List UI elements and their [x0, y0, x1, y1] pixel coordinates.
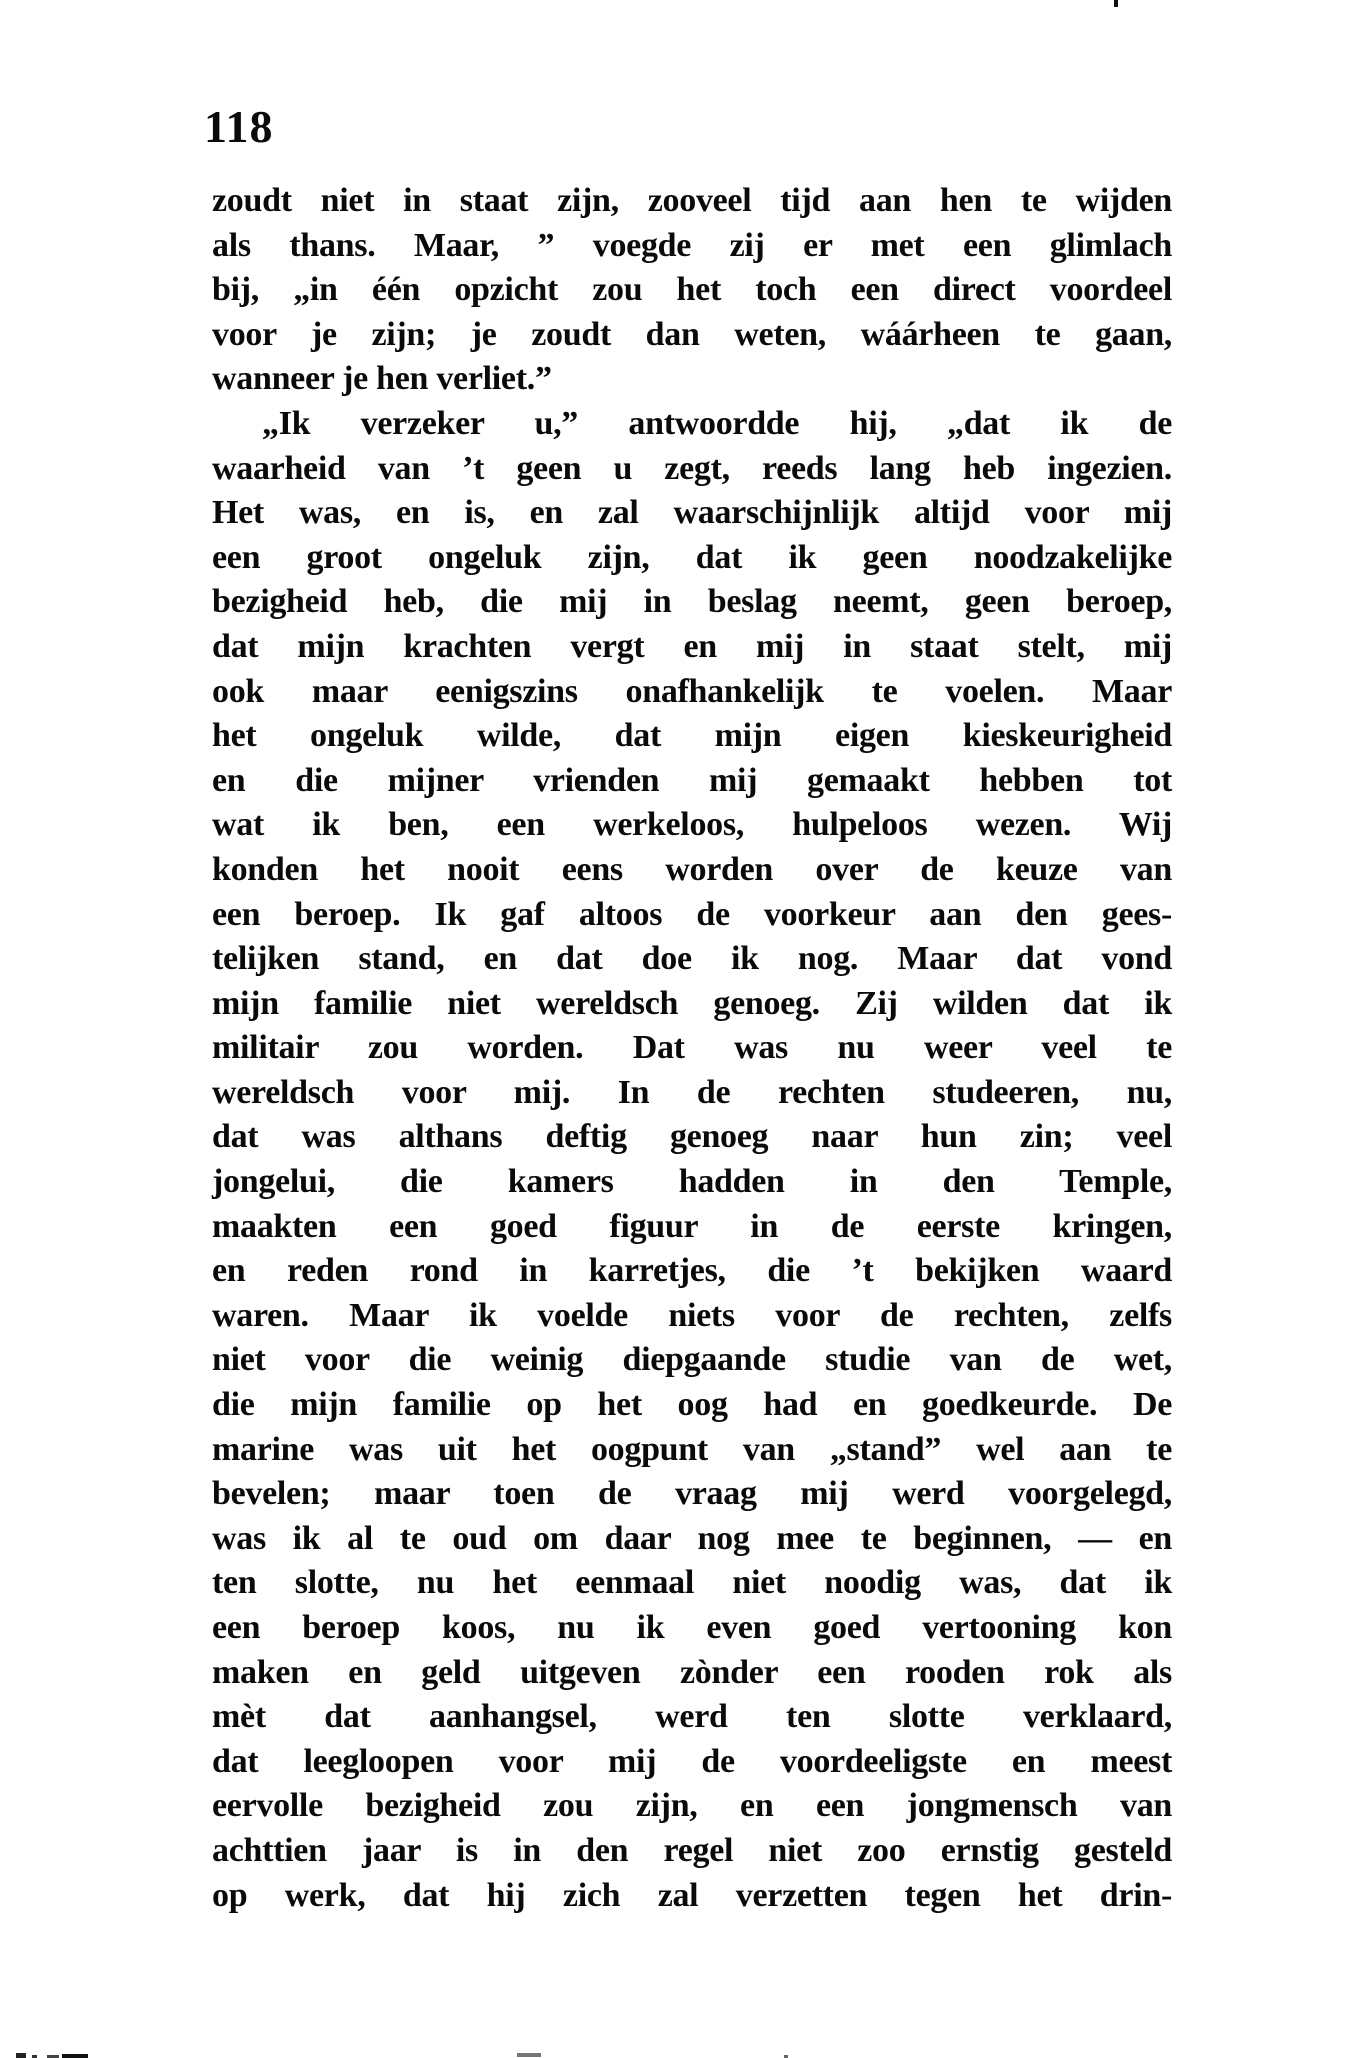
text-line: bij, „in één opzicht zou het toch een direct voordeel — [212, 271, 1172, 309]
text-line: niet voor die weinig diepgaande studie van de wet, — [212, 1341, 1172, 1379]
paragraph — [212, 179, 1172, 402]
page-number: 118 — [204, 101, 274, 152]
text-line: „Ik verzeker u,” antwoordde hij, „dat ik de — [262, 404, 1172, 442]
text-line: wanneer je hen verliet.” — [212, 360, 552, 398]
scan-artifact-top-edge-tick — [1114, 0, 1118, 7]
text-line: zoudt niet in staat zijn, zooveel tijd aan hen te wijden — [212, 182, 1172, 219]
text-line: was ik al te oud om daar nog mee te beginnen, — en — [212, 1519, 1172, 1557]
text-line: jongelui, die kamers hadden in den Temple, — [212, 1163, 1172, 1201]
text-line: dat was althans deftig genoeg naar hun zin; veel — [212, 1118, 1172, 1156]
text-line: mèt dat aanhangsel, werd ten slotte verklaard, — [212, 1698, 1172, 1736]
text-line: mijn familie niet wereldsch genoeg. Zij wilden dat ik — [212, 984, 1172, 1022]
text-line: bevelen; maar toen de vraag mij werd voorgelegd, — [212, 1475, 1172, 1513]
text-line: bezigheid heb, die mij in beslag neemt, geen beroep, — [212, 583, 1172, 621]
text-line: een groot ongeluk zijn, dat ik geen noodzakelijke — [212, 538, 1172, 576]
text-line: die mijn familie op het oog had en goedkeurde. De — [212, 1386, 1172, 1424]
text-line: op werk, dat hij zich zal verzetten tegen het drin- — [212, 1876, 1172, 1914]
text-line: maken en geld uitgeven zònder een rooden rok als — [212, 1653, 1172, 1691]
text-line: wat ik ben, een werkeloos, hulpeloos wezen. Wij — [212, 806, 1172, 844]
text-line: waren. Maar ik voelde niets voor de rechten, zelfs — [212, 1296, 1172, 1334]
text-line: waarheid van ’t geen u zegt, reeds lang heb ingezien. — [212, 449, 1172, 487]
text-line: marine was uit het oogpunt van „stand” wel aan te — [212, 1430, 1172, 1468]
paragraph — [212, 402, 1172, 1918]
text-line: het ongeluk wilde, dat mijn eigen kieskeurigheid — [212, 717, 1172, 755]
scan-artifact-bottom-mid-dashes — [517, 2053, 541, 2057]
scan-artifact-bottom-left-bar — [62, 2054, 88, 2058]
text-line: Het was, en is, en zal waarschijnlijk altijd voor mij — [212, 494, 1172, 532]
text-line: eervolle bezigheid zou zijn, en een jongmensch van — [212, 1787, 1172, 1825]
text-block — [212, 179, 1172, 1918]
text-line: ten slotte, nu het eenmaal niet noodig was, dat ik — [212, 1564, 1172, 1602]
text-line: voor je zijn; je zoudt dan weten, wáárheen te gaan, — [212, 315, 1172, 353]
text-line: en reden rond in karretjes, die ’t bekijken waard — [212, 1252, 1172, 1290]
text-line: een beroep. Ik gaf altoos de voorkeur aan den gees- — [212, 895, 1172, 933]
text-line: een beroep koos, nu ik even goed vertooning kon — [212, 1609, 1172, 1646]
text-line: achttien jaar is in den regel niet zoo ernstig gesteld — [212, 1831, 1172, 1869]
text-line: militair zou worden. Dat was nu weer veel te — [212, 1029, 1172, 1067]
text-line: telijken stand, en dat doe ik nog. Maar dat vond — [212, 940, 1172, 978]
scan-artifact-bottom-left-tick — [16, 2053, 26, 2058]
text-line: maakten een goed figuur in de eerste kringen, — [212, 1207, 1172, 1245]
text-line: wereldsch voor mij. In de rechten studeeren, nu, — [212, 1073, 1172, 1111]
text-line: ook maar eenigszins onafhankelijk te voelen. Maar — [212, 672, 1172, 710]
text-line: konden het nooit eens worden over de keuze van — [212, 850, 1172, 888]
text-line: dat leegloopen voor mij de voordeeligste en meest — [212, 1742, 1172, 1780]
text-line: als thans. Maar, ” voegde zij er met een glimlach — [212, 226, 1172, 264]
text-line: en die mijner vrienden mij gemaakt hebben tot — [212, 761, 1172, 799]
text-line: dat mijn krachten vergt en mij in staat stelt, mij — [212, 627, 1172, 665]
